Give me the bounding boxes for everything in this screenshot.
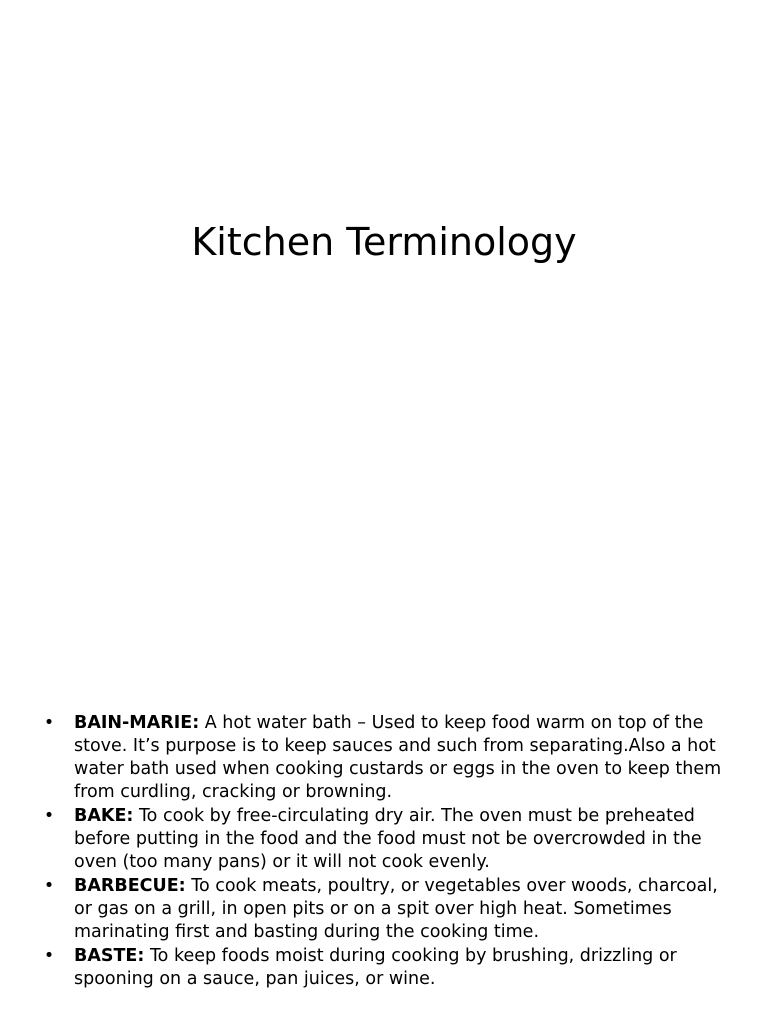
term-definition: To cook meats, poultry, or vegetables over woods, charcoal, or gas on a grill, in open pits or on a spit over high heat. Sometimes marinating first and basting during the cooking time. xyxy=(74,876,718,942)
list-item xyxy=(42,875,732,944)
bullet-icon: • xyxy=(43,713,55,733)
bullet-icon: • xyxy=(43,876,55,896)
slide-title: Kitchen Terminology xyxy=(191,220,577,264)
term-label: BAKE: xyxy=(74,806,134,826)
term-definition: To keep foods moist during cooking by brushing, drizzling or spooning on a sauce, pan juices, or wine. xyxy=(74,946,677,989)
bullet-icon: • xyxy=(43,806,55,826)
bullet-icon: • xyxy=(43,946,55,966)
terminology-list xyxy=(42,712,732,992)
list-item xyxy=(42,712,732,804)
term-label: BARBECUE: xyxy=(74,876,186,896)
term-definition: A hot water bath – Used to keep food warm on top of the stove. It’s purpose is to keep sauces and such from separating.Also a hot water bath used when cooking custards or eggs in the oven to keep them from curdling, cracking or browning. xyxy=(74,713,722,802)
term-label: BASTE: xyxy=(74,946,145,966)
list-item xyxy=(42,805,732,874)
list-item xyxy=(42,945,732,991)
term-definition: To cook by free-circulating dry air. The oven must be preheated before putting in the food and the food must not be overcrowded in the oven (too many pans) or it will not cook evenly. xyxy=(74,806,702,872)
term-label: BAIN-MARIE: xyxy=(74,713,200,733)
